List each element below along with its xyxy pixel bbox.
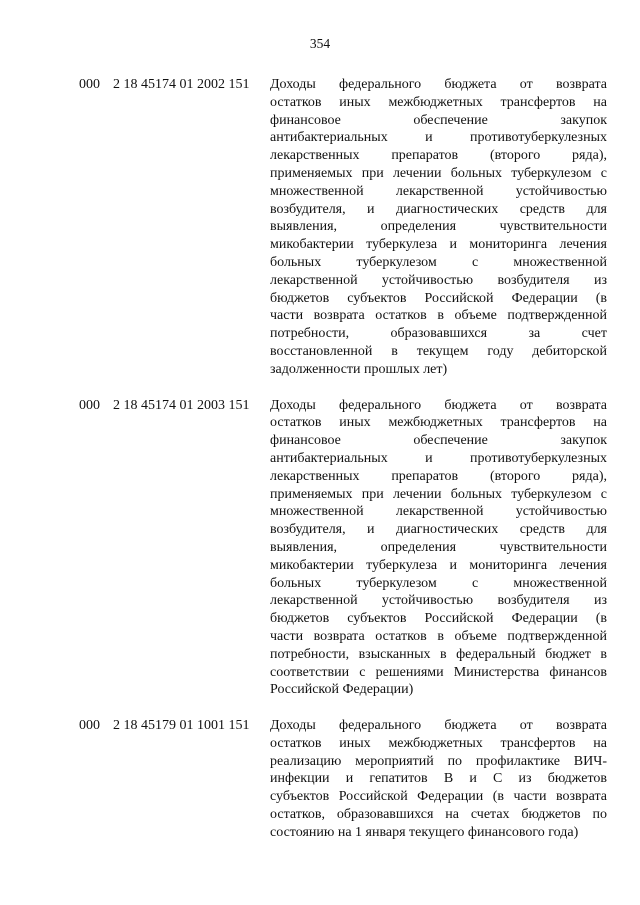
description-line: Российской Федерации) [270,682,414,698]
description-line: лекарственной устойчивостью возбудителя из [270,272,607,288]
description-line: Доходы федерального бюджета от возврата [270,718,607,734]
description-line: соответствии с решениями Министерства финансов [270,664,607,680]
description-line: потребности, образовавшихся за счет [270,326,607,342]
description-line: финансовое обеспечение закупок [270,112,607,128]
budget-classification-code: 2 18 45179 01 1001 151 [113,718,250,734]
description-line: реализацию мероприятий по профилактике ВИЧ- [270,753,607,769]
description-line: применяемых при лечении больных туберкулезом с [270,165,607,181]
description-line: инфекции и гепатитов В и С из бюджетов [270,771,607,787]
description-line: финансовое обеспечение закупок [270,433,607,449]
description-line: Доходы федерального бюджета от возврата [270,77,607,92]
administrator-code: 000 [79,718,100,734]
description-line: больных туберкулезом с множественной [270,575,607,591]
description-line: множественной лекарственной устойчивостью [270,183,607,199]
description-line: применяемых при лечении больных туберкулезом с [270,486,607,502]
administrator-code: 000 [79,77,100,92]
description-line: бюджетов субъектов Российской Федерации (в [270,611,607,627]
budget-code-entry [79,397,613,700]
description-line: больных туберкулезом с множественной [270,254,607,270]
entry-description [270,76,607,379]
description-line: Доходы федерального бюджета от возврата [270,397,607,413]
description-line: остатков иных межбюджетных трансфертов на [270,735,607,751]
description-line: множественной лекарственной устойчивостью [270,504,607,520]
description-line: лекарственных препаратов (второго ряда), [270,468,607,484]
budget-code-entry [79,76,613,379]
description-line: бюджетов субъектов Российской Федерации (в [270,290,607,306]
entry-description [270,717,607,842]
description-line: микобактерии туберкулеза и мониторинга лечения [270,237,607,253]
description-line: выявления, определения чувствительности [270,539,607,555]
entry-description [270,397,607,700]
page-number: 354 [309,36,331,51]
description-line: остатков иных межбюджетных трансфертов на [270,94,607,110]
description-line: потребности, взысканных в федеральный бюджет в [270,646,607,662]
description-line: субъектов Российской Федерации (в части возврата [270,789,607,805]
description-line: восстановленной в текущем году дебиторской [270,343,607,359]
description-line: микобактерии туберкулеза и мониторинга лечения [270,557,607,573]
budget-classification-code: 2 18 45174 01 2002 151 [113,77,250,92]
description-line: части возврата остатков в объеме подтвержденной [270,628,607,644]
description-line: антибактериальных и противотуберкулезных [270,130,607,146]
description-line: лекарственной устойчивостью возбудителя из [270,593,607,609]
description-line: возбудителя, и диагностических средств для [270,522,607,538]
budget-classification-code: 2 18 45174 01 2003 151 [113,397,250,413]
description-line: задолженности прошлых лет) [270,361,448,377]
description-line: состоянию на 1 января текущего финансового года) [270,824,579,840]
budget-codes-list [79,76,613,860]
description-line: антибактериальных и противотуберкулезных [270,450,607,466]
description-line: возбудителя, и диагностических средств для [270,201,607,217]
description-line: выявления, определения чувствительности [270,219,607,235]
budget-code-entry [79,717,613,842]
description-line: остатков, образовавшихся на счетах бюджетов по [270,807,607,823]
description-line: остатков иных межбюджетных трансфертов на [270,415,607,431]
description-line: части возврата остатков в объеме подтвержденной [270,308,607,324]
administrator-code: 000 [79,397,100,413]
description-line: лекарственных препаратов (второго ряда), [270,148,607,164]
